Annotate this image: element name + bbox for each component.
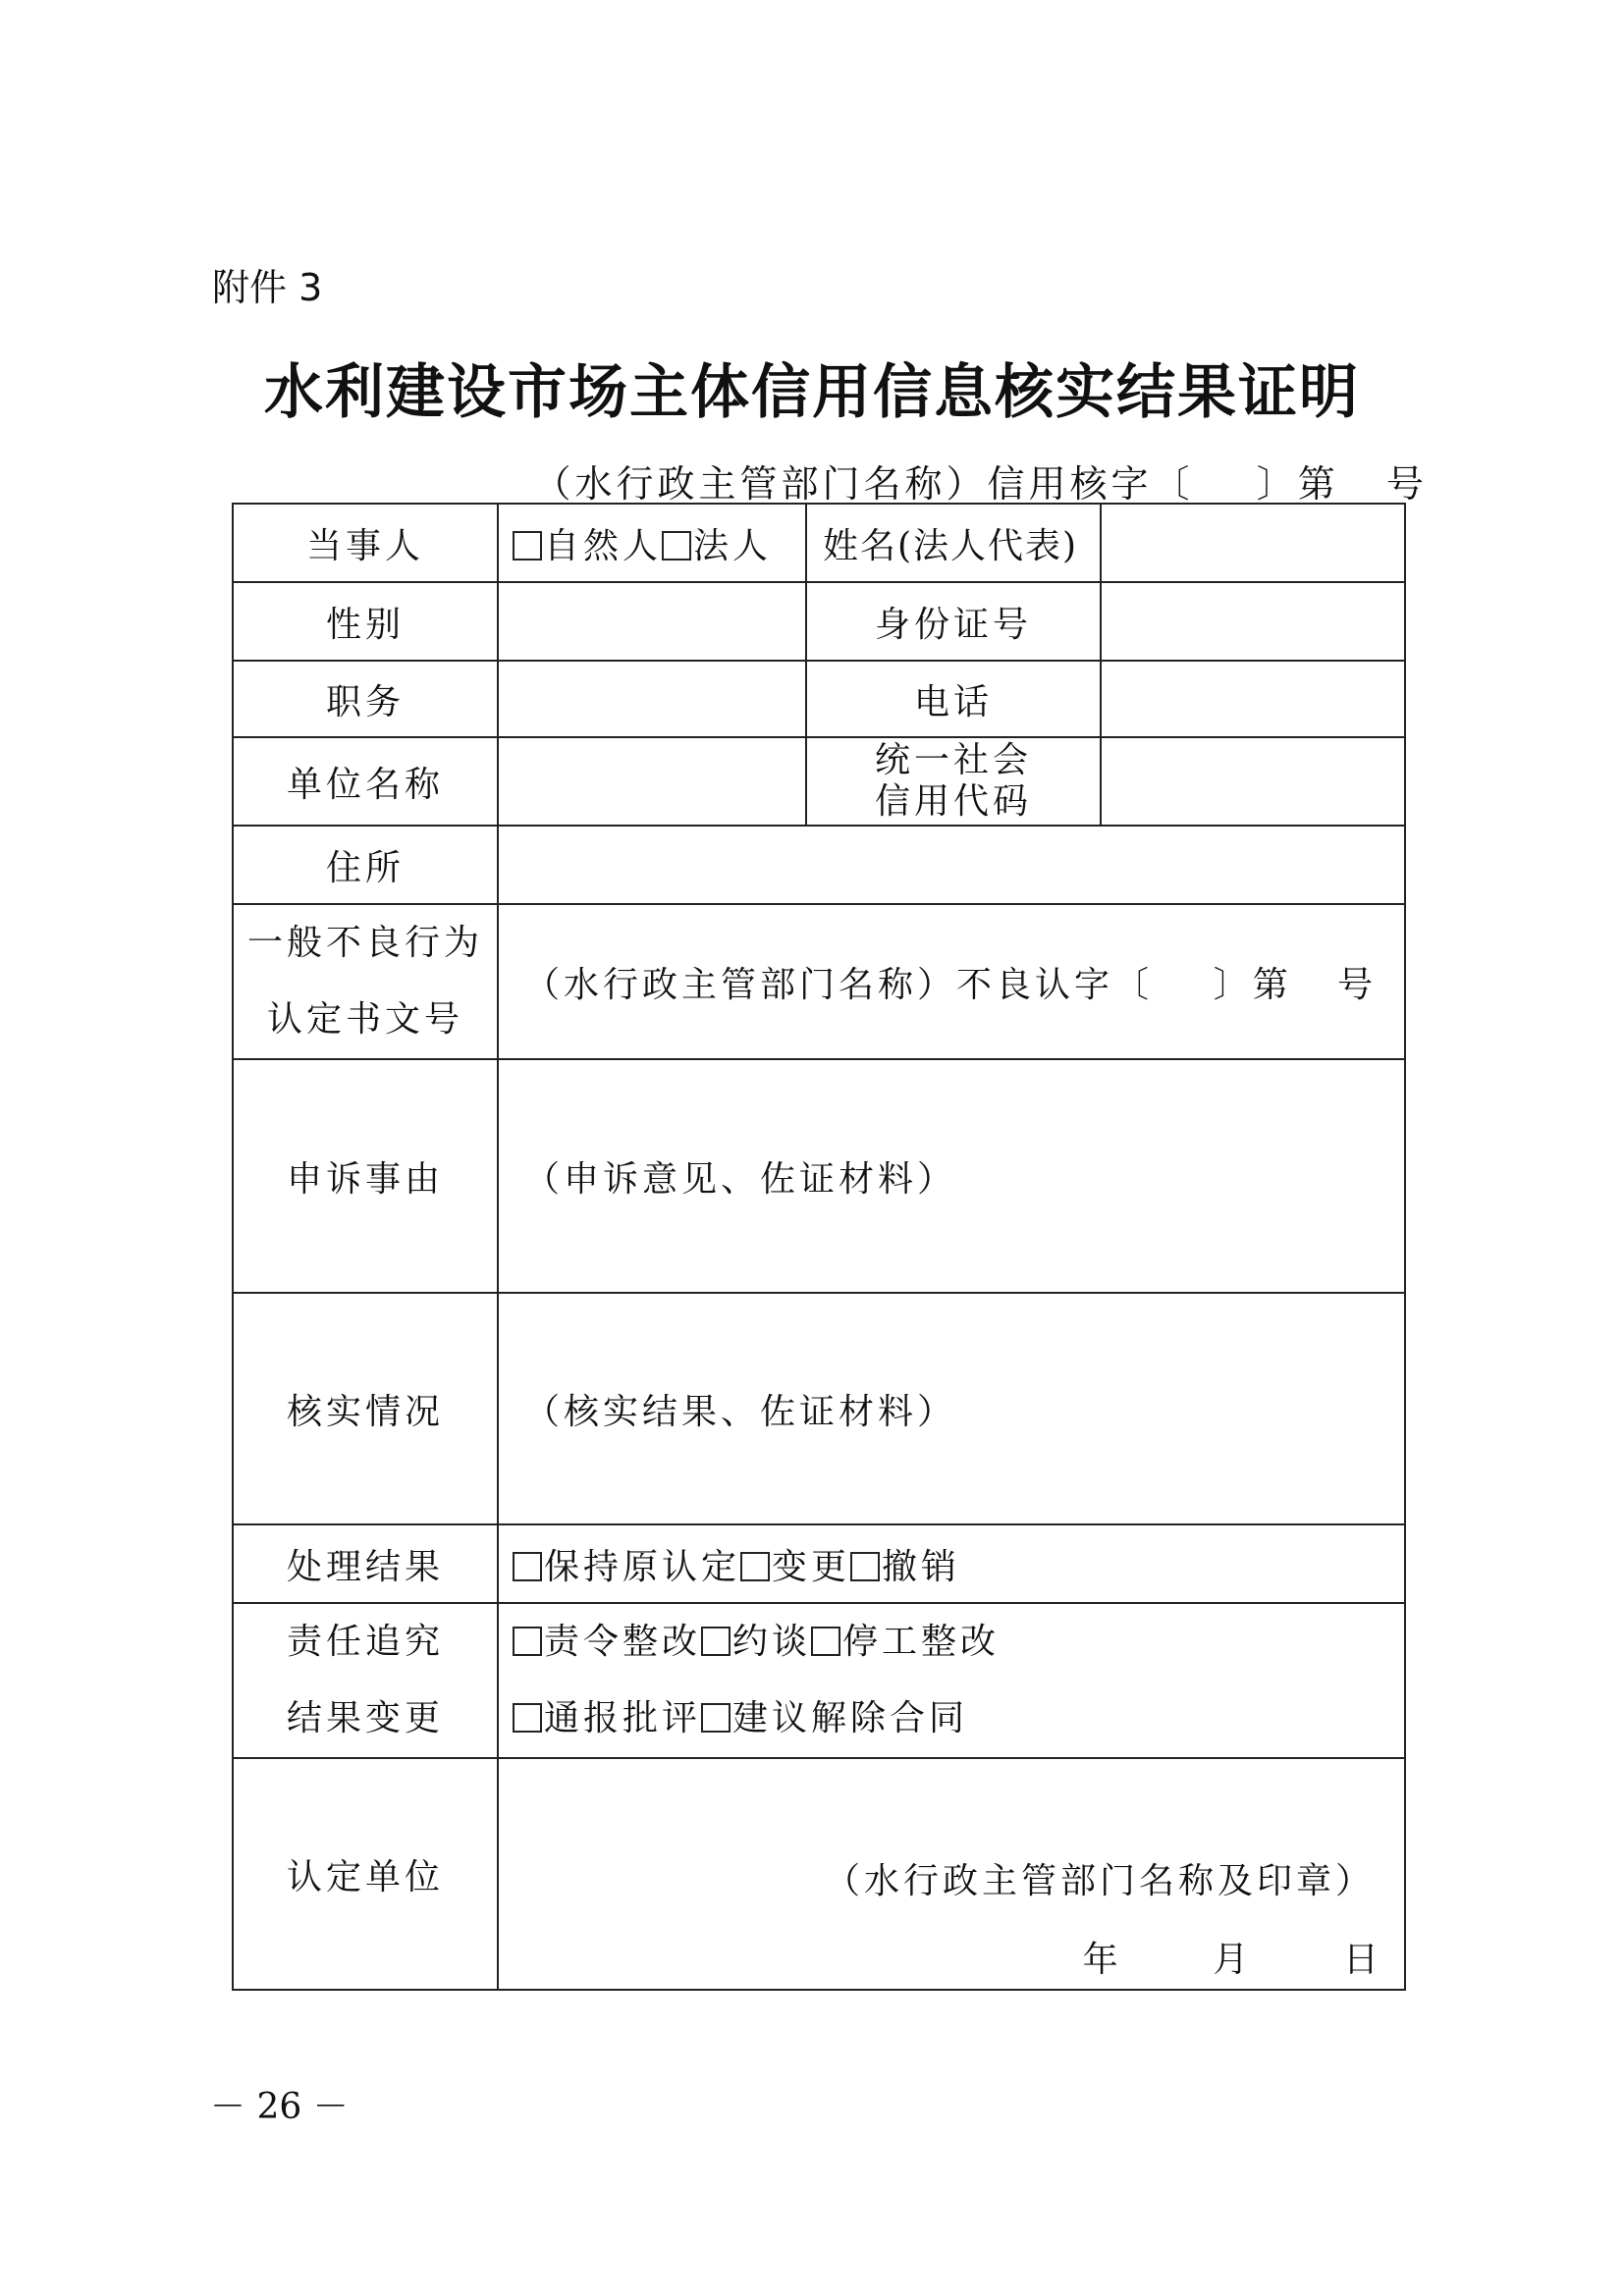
decision-number-value: （水行政主管部门名称）不良认字〔 〕第 号 xyxy=(498,904,1405,1059)
rectify-order-checkbox[interactable] xyxy=(513,1627,542,1656)
change-label: 变更 xyxy=(772,1546,851,1587)
row-gender xyxy=(233,582,1405,661)
gender-field[interactable] xyxy=(498,582,806,661)
position-field[interactable] xyxy=(498,661,806,737)
circulate-criticism-checkbox[interactable] xyxy=(513,1703,542,1733)
address-field[interactable] xyxy=(498,826,1405,904)
keep-decision-checkbox[interactable] xyxy=(513,1552,542,1581)
revoke-checkbox[interactable] xyxy=(850,1552,880,1581)
name-field[interactable] xyxy=(1101,504,1405,582)
issuing-unit-field xyxy=(498,1758,1405,1990)
attachment-label: 附件 3 xyxy=(212,266,323,309)
phone-label: 电话 xyxy=(806,661,1101,737)
page-number: － 26 － xyxy=(210,2087,349,2127)
handling-result-label: 处理结果 xyxy=(233,1524,498,1603)
appeal-reason-field[interactable] xyxy=(498,1059,1405,1293)
issuing-unit-label: 认定单位 xyxy=(233,1758,498,1990)
terminate-contract-label: 建议解除合同 xyxy=(732,1698,969,1738)
name-label: 姓名(法人代表) xyxy=(806,504,1101,582)
interview-checkbox[interactable] xyxy=(701,1627,731,1656)
liability-options-line1 xyxy=(513,1604,1390,1681)
row-unit-sign xyxy=(233,1758,1405,1990)
row-unit xyxy=(233,737,1405,826)
reference-number-line: （水行政主管部门名称）信用核字〔 〕第 号 xyxy=(533,462,1428,506)
revoke-label: 撤销 xyxy=(882,1546,961,1587)
party-label: 当事人 xyxy=(233,504,498,582)
position-label: 职务 xyxy=(233,661,498,737)
row-result xyxy=(233,1524,1405,1603)
document-title: 水利建设市场主体信用信息核实结果证明 xyxy=(264,358,1360,427)
appeal-reason-label: 申诉事由 xyxy=(233,1059,498,1293)
handling-result-options xyxy=(498,1524,1405,1603)
row-verify xyxy=(233,1293,1405,1524)
legal-person-checkbox[interactable] xyxy=(662,531,691,561)
liability-label xyxy=(233,1603,498,1758)
row-decision xyxy=(233,904,1405,1059)
verification-form-table xyxy=(232,503,1406,1991)
natural-person-checkbox[interactable] xyxy=(513,531,542,561)
row-liability xyxy=(233,1603,1405,1758)
terminate-contract-checkbox[interactable] xyxy=(701,1703,731,1733)
verification-field[interactable] xyxy=(498,1293,1405,1524)
unit-name-field[interactable] xyxy=(498,737,806,826)
liability-label-line1: 责任追究 xyxy=(286,1622,444,1662)
circulate-criticism-label: 通报批评 xyxy=(544,1698,702,1738)
row-position xyxy=(233,661,1405,737)
decision-label-line1: 一般不良行为 xyxy=(247,923,484,963)
decision-number-label xyxy=(233,904,498,1059)
party-type-cell xyxy=(498,504,806,582)
row-address xyxy=(233,826,1405,904)
liability-label-line2: 结果变更 xyxy=(286,1698,444,1738)
appeal-reason-hint: （申诉意见、佐证材料） xyxy=(524,1158,957,1200)
keep-decision-label: 保持原认定 xyxy=(544,1546,741,1587)
address-label: 住所 xyxy=(233,826,498,904)
change-checkbox[interactable] xyxy=(740,1552,770,1581)
row-party xyxy=(233,504,1405,582)
credit-code-label xyxy=(806,737,1101,826)
decision-label-line2: 认定书文号 xyxy=(266,999,463,1040)
verification-label: 核实情况 xyxy=(233,1293,498,1524)
row-appeal xyxy=(233,1059,1405,1293)
issuing-date-text: 年 月 日 xyxy=(1082,1940,1382,1980)
liability-options-line2 xyxy=(513,1681,1390,1757)
natural-person-label: 自然人 xyxy=(544,525,663,566)
suspend-rectify-label: 停工整改 xyxy=(842,1622,1001,1662)
gender-label: 性别 xyxy=(233,582,498,661)
verification-hint: （核实结果、佐证材料） xyxy=(524,1391,957,1432)
issuing-unit-org-text: （水行政主管部门名称及印章） xyxy=(824,1861,1375,1901)
unit-name-label: 单位名称 xyxy=(233,737,498,826)
credit-code-label-line1: 统一社会 xyxy=(874,740,1032,780)
liability-options xyxy=(498,1603,1405,1758)
id-number-field[interactable] xyxy=(1101,582,1405,661)
credit-code-label-line2: 信用代码 xyxy=(874,781,1032,822)
phone-field[interactable] xyxy=(1101,661,1405,737)
legal-person-label: 法人 xyxy=(693,525,773,566)
rectify-order-label: 责令整改 xyxy=(544,1622,702,1662)
credit-code-field[interactable] xyxy=(1101,737,1405,826)
suspend-rectify-checkbox[interactable] xyxy=(811,1627,840,1656)
interview-label: 约谈 xyxy=(732,1622,812,1662)
id-number-label: 身份证号 xyxy=(806,582,1101,661)
